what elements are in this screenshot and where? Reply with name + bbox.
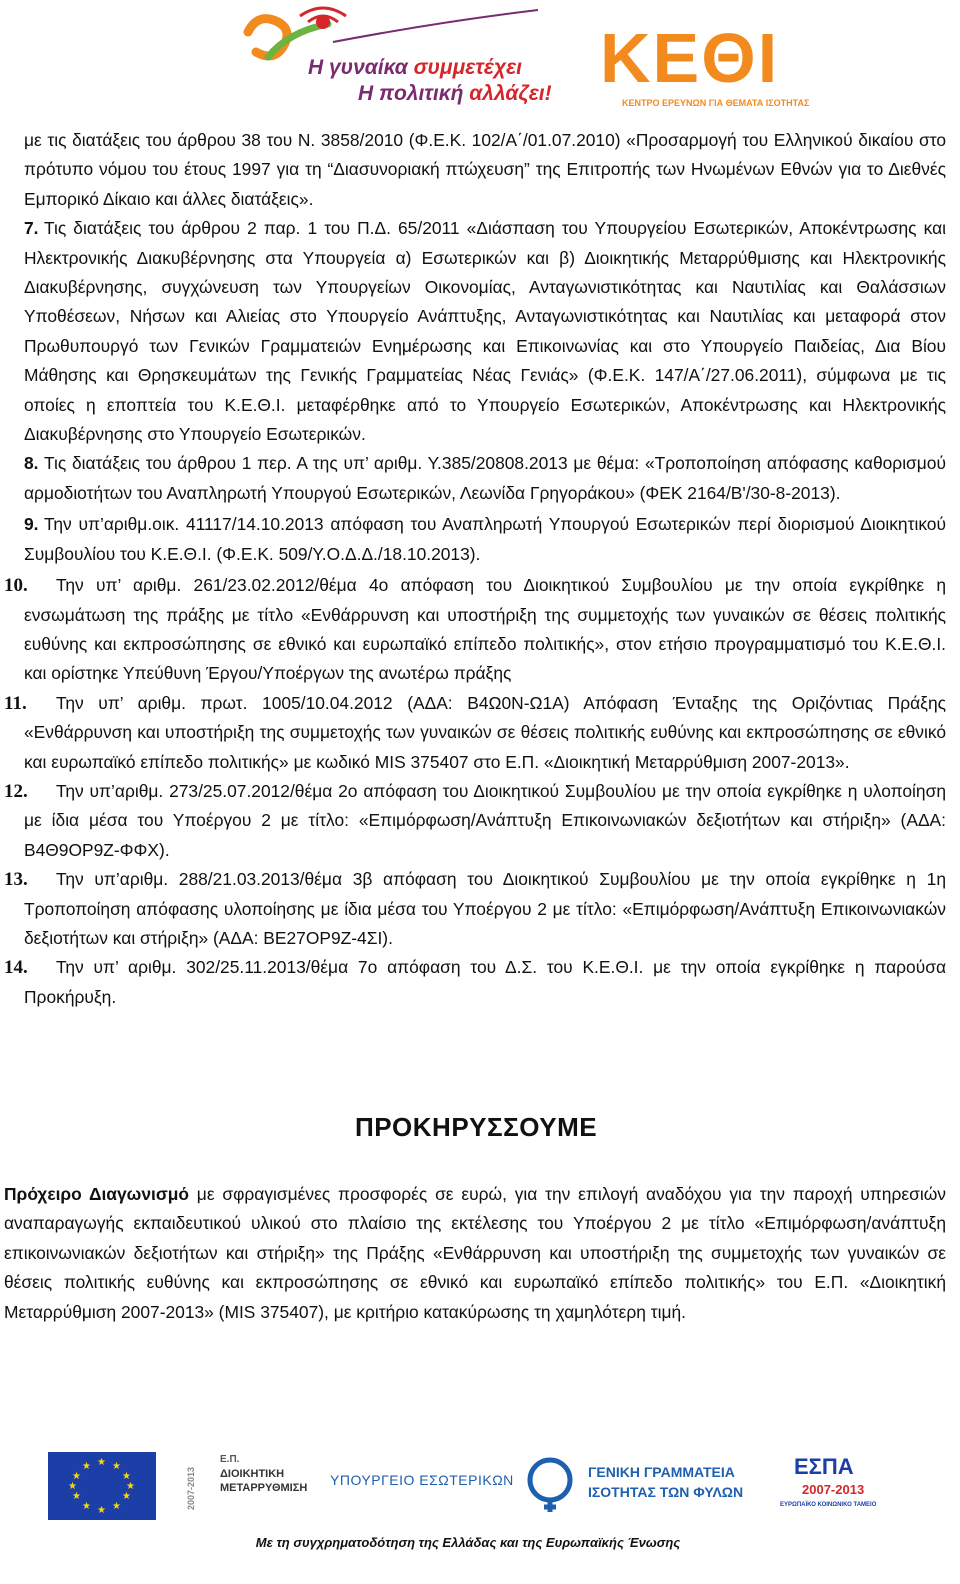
item-number: 7. (24, 218, 39, 239)
admin-reform-years: 2007-2013 (186, 1466, 196, 1510)
item-text: Τις διατάξεις του άρθρου 1 περ. Α της υπ’ αριθμ. Υ.385/20808.2013 με θέμα: «Τροποποίηση απόφασης καθορισμού αρμοδιοτήτων του Αναπληρωτή Υπουργού Εσωτερικών, Λεωνίδα Γρηγοράκου» (ΦΕΚ 2164/Β'/30-8-2013). (24, 453, 946, 503)
admin-reform-small: Ε.Π. (220, 1454, 240, 1465)
section-heading: ΠΡΟΚΗΡΥΣΣΟΥΜΕ (354, 1112, 598, 1142)
item-text: Τις διατάξεις του άρθρου 2 παρ. 1 του Π.Δ. 65/2011 «Διάσπαση του Υπουργείου Εσωτερικών, Αποκέντρωσης και Ηλεκτρονικής Διακυβέρνησης στα Υπουργεία α) Εσωτερικών και β) Διοικητικής Μεταρρύθμισης και Ηλεκτρονικής Διακυβέρνησης, συγχώνευση των Υπουργείων Οικονομίας, Ανταγωνιστικότητας και Ναυτιλίας και Θαλάσσιων Υποθέσεων, Νήσων και Αλιείας στο Υπουργείο Ανάπτυξης, Ανταγωνιστικότητας και Ναυτιλίας και μεταφορά στον Πρωθυπουργό των Γενικών Γραμματειών Ενημέρωσης και Επικοινωνίας και στο Υπουργείο Παιδείας, Δια Βίου Μάθησης και Θρησκευμάτων της Γενικής Γραμματείας Νέας Γενιάς» (Φ.Ε.Κ. 147/Α΄/27.06.2011), σύμφωνα με τις οποίες η εποπτεία του Κ.Ε.Θ.Ι. μεταφέρθηκε από το Υπουργείο Εσωτερικών, Αποκέντρωσης και Ηλεκτρονικής Διακυβέρνησης στο Υπουργείο Εσωτερικών. (24, 218, 946, 445)
espa-years: 2007-2013 (802, 1482, 865, 1497)
list-item (4, 689, 946, 777)
page-footer (0, 1440, 960, 1584)
espa-title: ΕΣΠΑ (794, 1454, 854, 1479)
announcement-paragraph (4, 1180, 946, 1327)
item-number: 11. (4, 692, 27, 714)
admin-reform-logo (186, 1450, 316, 1520)
list-item (4, 953, 946, 1012)
list-item (4, 777, 946, 865)
cofunding-note: Με τη συγχρηματοδότηση της Ελλάδας και της Ευρωπαϊκής Ένωσης (255, 1535, 681, 1550)
kethi-logo-subtitle: ΚΕΝΤΡΟ ΕΡΕΥΝΩΝ ΓΙΑ ΘΕΜΑΤΑ ΙΣΟΤΗΤΑΣ (622, 98, 810, 108)
list-item (24, 214, 946, 449)
announcement-bold: Πρόχειρο Διαγωνισμό (4, 1184, 189, 1204)
campaign-logo-line1: Η γυναίκα συμμετέχει (308, 56, 522, 79)
campaign-emblem-icon (238, 2, 538, 62)
gender-equality-line2: ΙΣΟΤΗΤΑΣ ΤΩΝ ΦΥΛΩΝ (588, 1484, 744, 1500)
item-number: 12. (4, 780, 28, 802)
admin-reform-line2: ΜΕΤΑΡΡΥΘΜΙΣΗ (220, 1482, 308, 1494)
document-body (4, 126, 946, 1012)
item-text: Την υπ’αριθμ. 288/21.03.2013/θέμα 3β απόφαση του Διοικητικού Συμβουλίου με την οποία εγκρίθηκε η 1η Τροποποίηση απόφασης υλοποίησης με ίδια μέσα του Υποέργου 2 με τίτλο: «Επιμόρφωση/Ανάπτυξη Επικοινωνιακών δεξιοτήτων και στήριξη» (ΑΔΑ: ΒΕ27ΟΡ9Ζ-4ΣΙ). (24, 869, 946, 948)
list-item (4, 865, 946, 953)
page-header (0, 0, 960, 120)
espa-subtitle: ΕΥΡΩΠΑΪΚΟ ΚΟΙΝΩΝΙΚΟ ΤΑΜΕΙΟ (780, 1502, 877, 1508)
ministry-label: ΥΠΟΥΡΓΕΙΟ ΕΣΩΤΕΡΙΚΩΝ (330, 1472, 514, 1488)
item-text: Την υπ’ αριθμ. πρωτ. 1005/10.04.2012 (ΑΔΑ: Β4Ω0Ν-Ω1Α) Απόφαση Ένταξης της Οριζόντιας Πράξης «Ενθάρρυνση και υποστήριξη της συμμετοχής των γυναικών σε θέσεις πολιτικής ευθύνης και εκπροσώπησης σε εθνικό και ευρωπαϊκό επίπεδο πολιτικής» με κωδικό MIS 375407 στο Ε.Π. «Διοικητική Μεταρρύθμιση 2007-2013». (24, 692, 946, 772)
item-number: 13. (4, 869, 28, 891)
gender-equality-logo (520, 1450, 760, 1514)
list-item (24, 449, 946, 508)
item-number: 14. (4, 957, 28, 979)
item-text: Την υπ’αριθμ.οικ. 41117/14.10.2013 απόφαση του Αναπληρωτή Υπουργού Εσωτερικών περί διορισμού Διοικητικού Συμβουλίου του Κ.Ε.Θ.Ι. (Φ.Ε.Κ. 509/Υ.Ο.Δ.Δ./18.10.2013). (24, 514, 946, 564)
gender-equality-emblem-icon (520, 1450, 580, 1514)
gender-equality-line1: ΓΕΝΙΚΗ ΓΡΑΜΜΑΤΕΙΑ (588, 1464, 735, 1480)
announcement-text: με σφραγισμένες προσφορές σε ευρώ, για την επιλογή αναδόχου για την παροχή υπηρεσιών αναπαραγωγής εκπαιδευτικού υλικού στο πλαίσιο της εκτέλεσης του Υποέργου 2 με τίτλο «Επιμόρφωση/ανάπτυξη επικοινωνιακών δεξιοτήτων και στήριξη» της Πράξης «Ενθάρρυνση και υποστήριξη της συμμετοχής των γυναικών σε θέσεις πολιτικής ευθύνης και εκπροσώπησης σε εθνικό και ευρωπαϊκό επίπεδο πολιτικής» του Ε.Π. «Διοικητική Μεταρρύθμιση 2007-2013» (MIS 375407), με κριτήριο κατακύρωσης τη χαμηλότερη τιμή. (4, 1184, 946, 1322)
kethi-logo-title: ΚΕΘΙ (600, 19, 780, 97)
eu-flag-icon: ★ ★ ★ ★ ★ ★ ★ ★ ★ ★ ★ ★ (48, 1452, 156, 1520)
campaign-logo-line2: Η πολιτική αλλάζει! (358, 82, 552, 105)
intro-paragraph: με τις διατάξεις του άρθρου 38 του Ν. 3858/2010 (Φ.Ε.Κ. 102/Α΄/01.07.2010) «Προσαρμογή του Ελληνικού δικαίου στο πρότυπο νόμου του έτους 1997 για τη “Διασυνοριακή πτώχευση” της Επιτροπής των Ηνωμένων Εθνών για το Διεθνές Εμπορικό Δίκαιο και άλλες διατάξεις». (24, 130, 946, 209)
item-text: Την υπ’ αριθμ. 302/25.11.2013/θέμα 7ο απόφαση του Δ.Σ. του Κ.Ε.Θ.Ι. με την οποία εγκρίθηκε η παρούσα Προκήρυξη. (24, 957, 946, 1007)
item-text: Την υπ’ αριθμ. 261/23.02.2012/θέμα 4ο απόφαση του Διοικητικού Συμβουλίου με την οποία εγκρίθηκε η ενσωμάτωση της πράξης με τίτλο «Ενθάρρυνση και υποστήριξη της συμμετοχής των γυναικών σε θέσεις πολιτικής ευθύνης και εκπροσώπησης σε εθνικό και ευρωπαϊκό επίπεδο πολιτικής», στον ετήσιο προγραμματισμό του Κ.Ε.Θ.Ι. και ορίστηκε Υπεύθυνη Έργου/Υποέργων της ανωτέρω πράξης (24, 575, 946, 684)
admin-reform-line1: ΔΙΟΙΚΗΤΙΚΗ (220, 1468, 285, 1480)
item-number: 10. (4, 575, 28, 597)
list-item (24, 510, 946, 569)
item-text: Την υπ’αριθμ. 273/25.07.2012/θέμα 2ο απόφαση του Διοικητικού Συμβουλίου με την οποία εγκρίθηκε η υλοποίηση με ίδια μέσα του Υποέργου 2 με τίτλο: «Επιμόρφωση/Ανάπτυξη Επικοινωνιακών δεξιοτήτων και στήριξη» (ΑΔΑ: Β4Θ9ΟΡ9Ζ-ΦΦΧ). (24, 780, 946, 860)
espa-logo (780, 1452, 890, 1520)
item-number: 8. (24, 453, 39, 474)
campaign-logo (238, 2, 552, 114)
item-number: 9. (24, 514, 39, 535)
kethi-logo (600, 19, 832, 114)
list-item (4, 571, 946, 689)
